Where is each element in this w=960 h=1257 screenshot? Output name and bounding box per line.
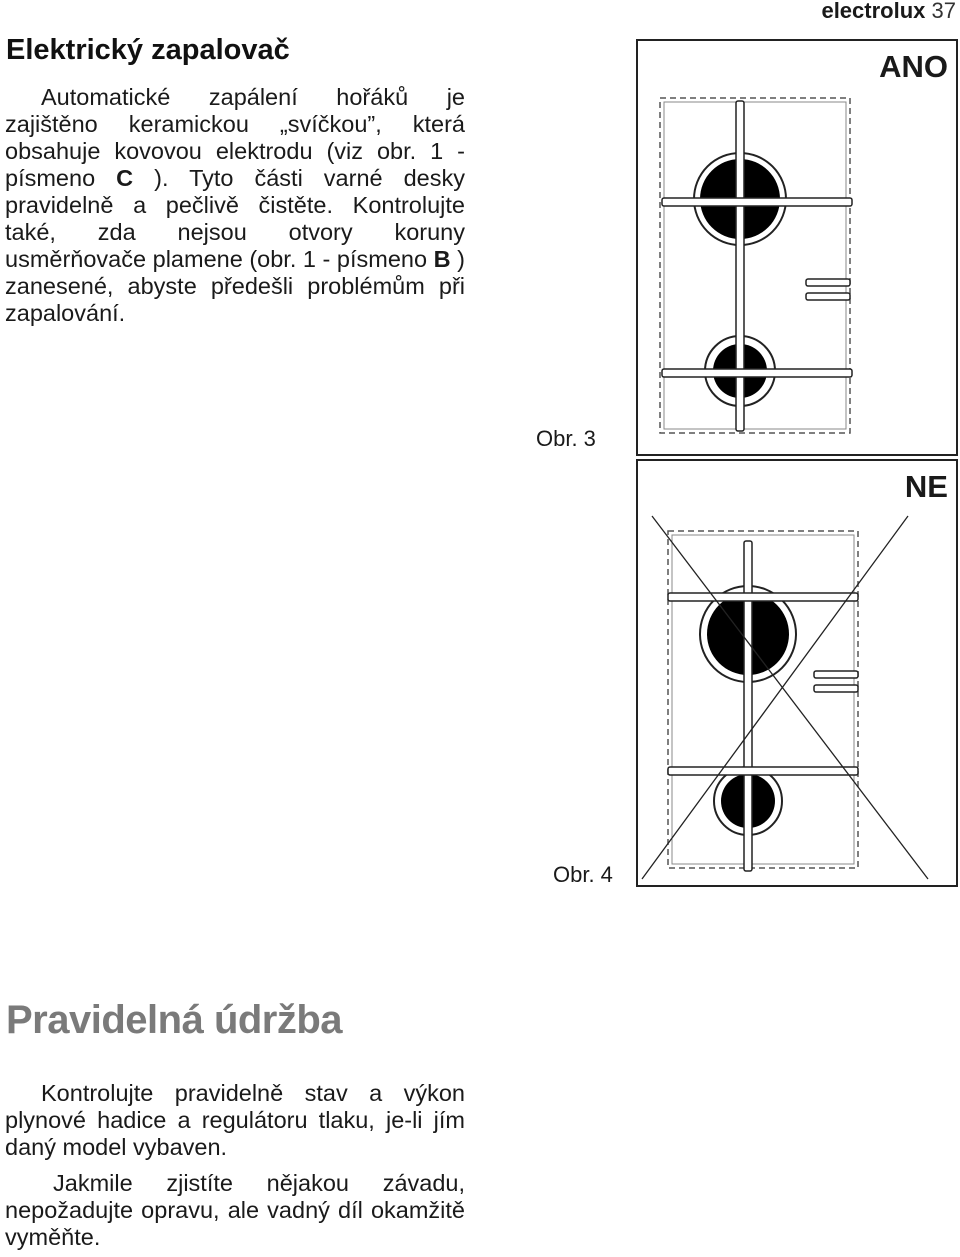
hob-incorrect-illustration <box>638 461 958 887</box>
section-title-ignition: Elektrický zapalovač <box>6 34 290 66</box>
ignition-paragraph <box>5 84 465 327</box>
figure-incorrect <box>636 459 958 887</box>
maintenance-paragraph-1 <box>5 1080 465 1161</box>
maintenance-paragraph-2 <box>5 1170 465 1251</box>
figure-label-correct: ANO <box>879 49 948 84</box>
figure-correct <box>636 39 958 456</box>
letter-c: C <box>116 165 134 191</box>
section-title-maintenance: Pravidelná údržba <box>6 998 343 1042</box>
ignition-text-3: ) zanesené, abyste předešli problémům při zapalování. <box>5 246 465 326</box>
figure-label-incorrect: NE <box>904 469 948 504</box>
figure4-caption: Obr. 4 <box>553 862 613 887</box>
letter-b: B <box>433 246 451 272</box>
ignition-text-1: Automatické zapálení hořáků je zajištěno keramickou „svíčkou”, která obsahuje kovovou elektrodu (viz obr. 1 - písmeno <box>5 84 465 191</box>
page-header <box>821 0 956 24</box>
page-number: 37 <box>931 0 956 23</box>
hob-correct-illustration <box>638 41 958 456</box>
ignition-text-2: ). Tyto části varné desky pravidelně a pečlivě čistěte. Kontrolujte také, zda nejsou otvory koruny usměrňovače plamene (obr. 1 - písmeno <box>5 165 465 272</box>
figure3-caption: Obr. 3 <box>536 426 596 451</box>
maintenance-text-2: Jakmile zjistíte nějakou závadu, nepožadujte opravu, ale vadný díl okamžitě vyměňte. <box>5 1170 465 1250</box>
maintenance-text-1: Kontrolujte pravidelně stav a výkon plynové hadice a regulátoru tlaku, je-li jím daný model vybaven. <box>5 1080 465 1160</box>
brand-name: electrolux <box>821 0 926 23</box>
